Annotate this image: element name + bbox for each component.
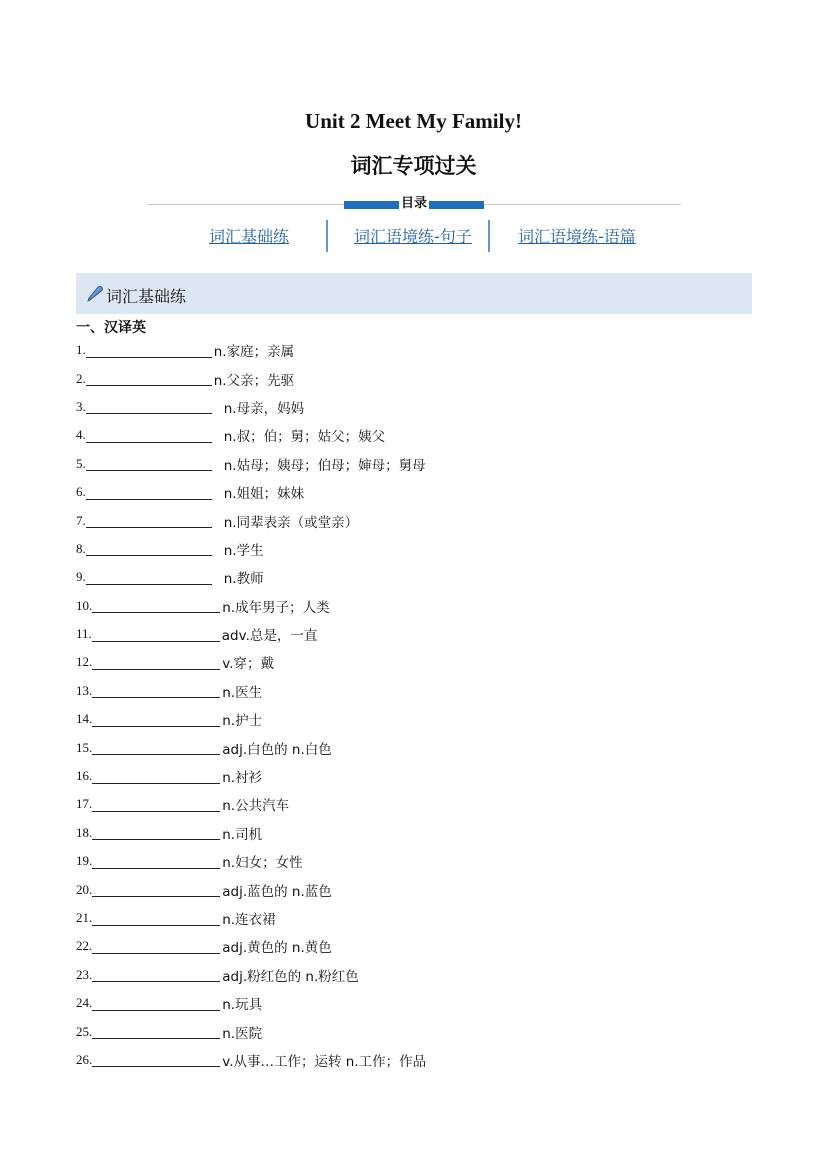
item-number: 25. xyxy=(76,1023,93,1039)
document-title: Unit 2 Meet My Family! xyxy=(305,109,522,133)
item-number: 11. xyxy=(76,626,92,642)
list-item xyxy=(76,733,756,761)
item-number: 7. xyxy=(76,512,86,528)
item-number: 21. xyxy=(76,910,93,925)
answer-blank[interactable] xyxy=(92,939,220,954)
list-item xyxy=(76,563,756,591)
item-number: 8. xyxy=(76,540,86,556)
answer-blank[interactable] xyxy=(86,428,212,443)
item-number: 23. xyxy=(76,966,93,982)
list-item xyxy=(76,336,756,364)
item-number: 15. xyxy=(76,739,93,755)
list-item xyxy=(76,762,756,790)
item-meaning: n.医生 xyxy=(222,684,263,701)
list-item xyxy=(76,450,756,478)
item-meaning: adv.总是，一直 xyxy=(221,628,318,645)
answer-blank[interactable] xyxy=(92,1024,220,1039)
toc-separator xyxy=(488,220,490,252)
item-meaning: n.司机 xyxy=(222,826,263,843)
item-number: 2. xyxy=(76,370,86,386)
item-meaning: n.成年男子；人类 xyxy=(222,599,330,616)
answer-blank[interactable] xyxy=(92,911,220,926)
list-item xyxy=(76,819,756,847)
list-item xyxy=(76,677,756,705)
list-item xyxy=(76,790,756,818)
item-meaning: n.护士 xyxy=(222,713,263,730)
answer-blank[interactable] xyxy=(86,570,212,585)
list-item xyxy=(76,705,756,733)
list-item xyxy=(76,1046,756,1074)
item-meaning: adj.蓝色的 n.蓝色 xyxy=(222,883,332,900)
item-meaning: n.教师 xyxy=(223,571,264,588)
answer-blank[interactable] xyxy=(86,456,212,471)
list-item xyxy=(76,989,756,1017)
answer-blank[interactable] xyxy=(92,967,220,982)
answer-blank[interactable] xyxy=(92,683,220,698)
item-meaning: adj.粉红色的 n.粉红色 xyxy=(222,968,359,985)
answer-blank[interactable] xyxy=(92,996,220,1011)
item-number: 5. xyxy=(76,455,86,471)
item-number: 24. xyxy=(76,995,93,1011)
list-item xyxy=(76,1017,756,1045)
pencil-icon xyxy=(86,284,104,302)
answer-blank[interactable] xyxy=(92,598,220,613)
toc-link-passage[interactable]: 词汇语境练-语篇 xyxy=(518,227,636,246)
item-number: 26. xyxy=(76,1051,93,1067)
item-meaning: n.姑母；姨母；伯母；婶母；舅母 xyxy=(223,457,426,474)
item-meaning: adj.黄色的 n.黄色 xyxy=(222,940,332,957)
toc-accent-bar-right xyxy=(429,201,484,209)
toc-accent-bar-left xyxy=(344,201,399,209)
item-meaning: n.连衣裙 xyxy=(222,912,276,928)
answer-blank[interactable] xyxy=(92,825,220,840)
item-meaning: n.衬衫 xyxy=(222,770,263,787)
toc-link-basic[interactable]: 词汇基础练 xyxy=(209,227,290,246)
answer-blank[interactable] xyxy=(92,1052,220,1067)
item-number: 1. xyxy=(76,342,86,358)
item-meaning: n.同辈表亲（或堂亲） xyxy=(223,514,359,531)
part-title: 一、汉译英 xyxy=(76,320,146,336)
item-meaning: n.学生 xyxy=(223,542,264,559)
list-item xyxy=(76,393,756,421)
section-title: 词汇基础练 xyxy=(106,287,187,306)
answer-blank[interactable] xyxy=(92,655,220,670)
section-header xyxy=(76,273,752,314)
list-item xyxy=(76,478,756,506)
vocab-list xyxy=(76,336,756,1074)
item-meaning: adj.白色的 n.白色 xyxy=(222,741,332,758)
answer-blank[interactable] xyxy=(86,371,212,386)
item-number: 4. xyxy=(76,427,86,443)
answer-blank[interactable] xyxy=(86,513,212,528)
answer-blank[interactable] xyxy=(92,797,220,812)
toc-link-sentence[interactable]: 词汇语境练-句子 xyxy=(354,227,472,246)
document-subtitle: 词汇专项过关 xyxy=(350,154,477,178)
item-number: 6. xyxy=(76,484,86,500)
item-meaning: v.从事…工作；运转 n.工作；作品 xyxy=(222,1053,427,1070)
item-number: 14. xyxy=(76,711,93,727)
answer-blank[interactable] xyxy=(86,541,212,556)
list-item xyxy=(76,421,756,449)
list-item xyxy=(76,620,756,648)
list-item xyxy=(76,904,756,932)
item-meaning: n.公共汽车 xyxy=(222,798,290,815)
item-number: 10. xyxy=(76,597,93,613)
item-meaning: n.姐姐；妹妹 xyxy=(223,486,305,503)
answer-blank[interactable] xyxy=(86,343,212,358)
item-number: 3. xyxy=(76,398,86,414)
item-number: 22. xyxy=(76,938,93,954)
list-item xyxy=(76,592,756,620)
item-number: 18. xyxy=(76,824,93,840)
item-meaning: n.医院 xyxy=(222,1025,263,1042)
toc-label: 目录 xyxy=(400,196,427,211)
list-item xyxy=(76,535,756,563)
list-item xyxy=(76,961,756,989)
item-meaning: n.家庭；亲属 xyxy=(213,344,295,361)
answer-blank[interactable] xyxy=(86,485,212,500)
item-number: 16. xyxy=(76,768,93,784)
toc-links xyxy=(0,220,827,252)
list-item xyxy=(76,506,756,534)
item-meaning: n.玩具 xyxy=(222,997,263,1014)
answer-blank[interactable] xyxy=(92,740,220,755)
answer-blank[interactable] xyxy=(92,769,220,784)
answer-blank[interactable] xyxy=(86,399,212,414)
list-item xyxy=(76,932,756,960)
list-item xyxy=(76,364,756,392)
answer-blank[interactable] xyxy=(92,882,220,897)
answer-blank[interactable] xyxy=(92,854,220,869)
item-meaning: n.母亲，妈妈 xyxy=(223,400,305,417)
item-number: 19. xyxy=(76,853,93,869)
item-number: 20. xyxy=(76,881,93,897)
item-meaning: n.叔；伯；舅；姑父；姨父 xyxy=(223,429,386,446)
item-number: 9. xyxy=(76,569,86,585)
item-meaning: n.父亲；先驱 xyxy=(213,372,295,389)
item-number: 12. xyxy=(76,654,93,670)
item-meaning: v.穿；戴 xyxy=(222,656,274,673)
list-item xyxy=(76,648,756,676)
list-item xyxy=(76,847,756,875)
list-item xyxy=(76,875,756,903)
answer-blank[interactable] xyxy=(92,712,220,727)
toc-separator xyxy=(326,220,328,252)
item-number: 13. xyxy=(76,682,93,698)
item-meaning: n.妇女；女性 xyxy=(222,855,303,872)
item-number: 17. xyxy=(76,796,93,812)
answer-blank[interactable] xyxy=(92,627,220,642)
